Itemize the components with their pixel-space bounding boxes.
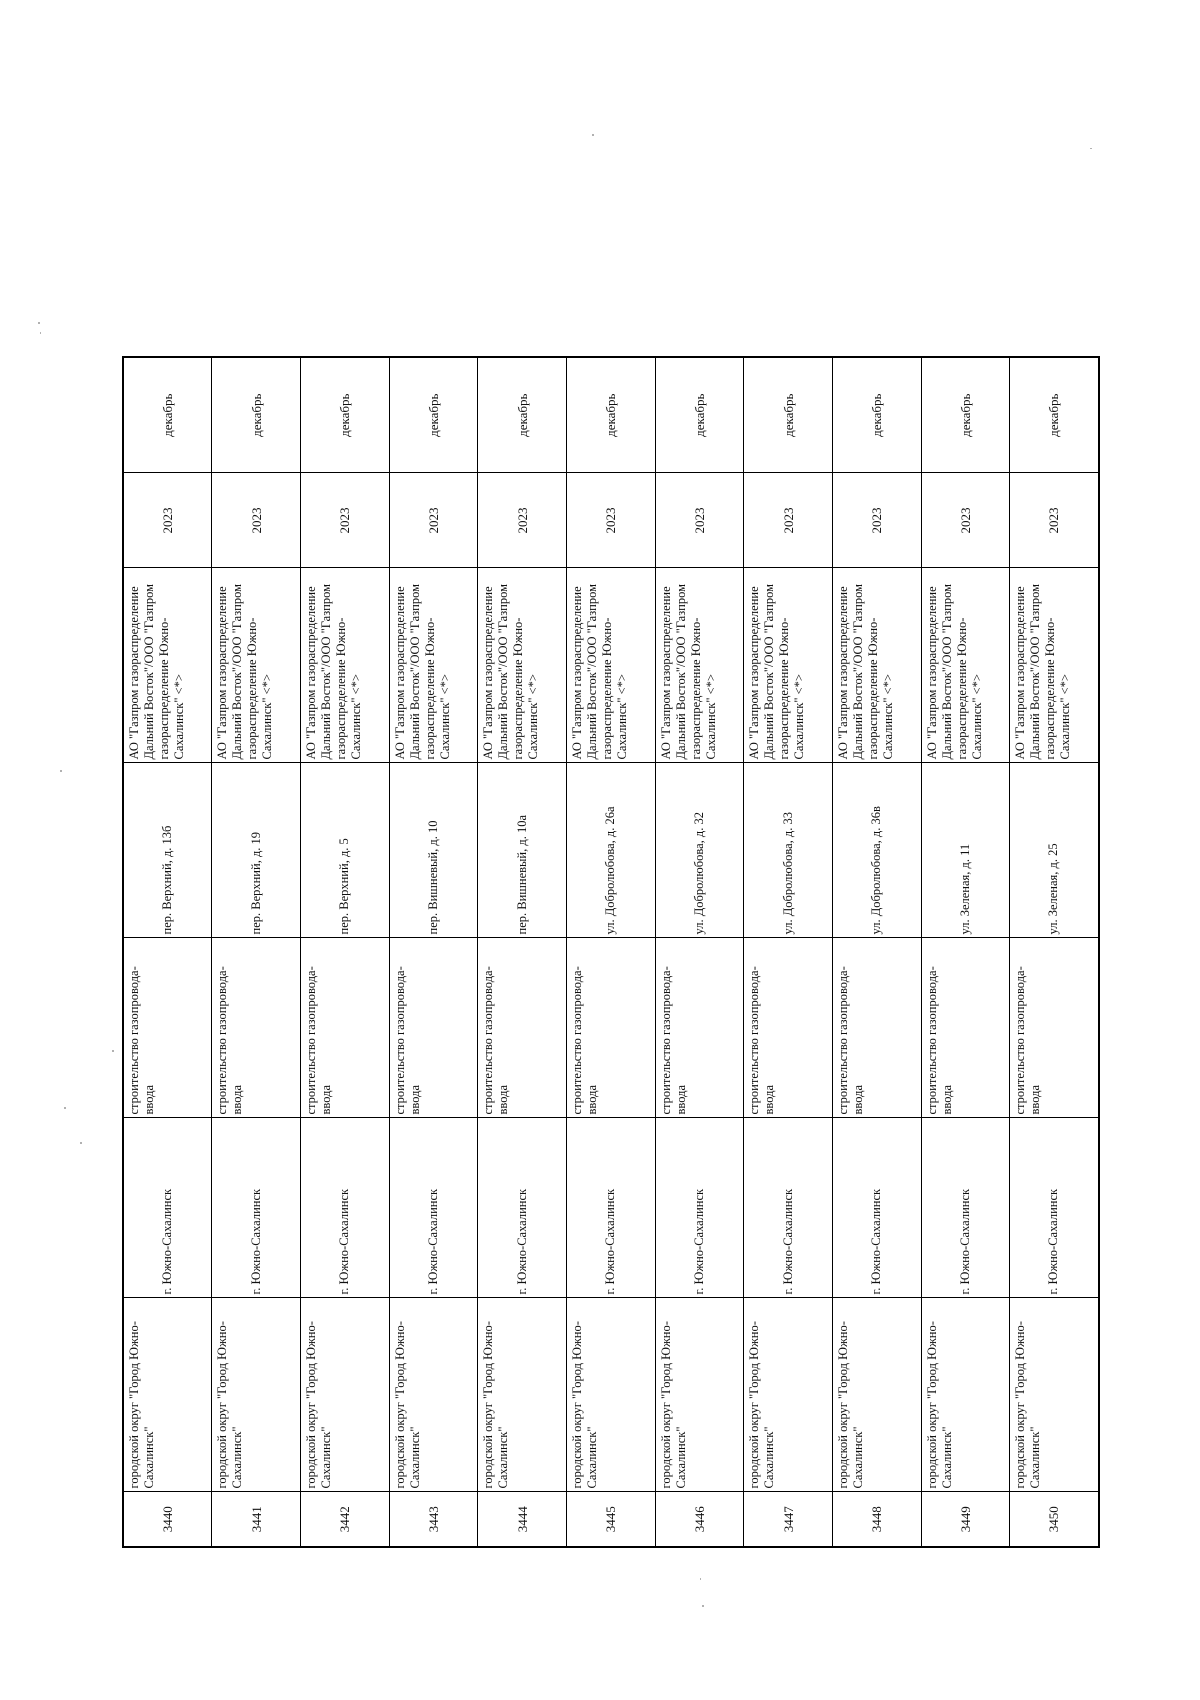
organization-cell: АО "Газпром газораспределение Дальний Восток"/ООО "Газпром газораспределение Южно-Сахалинск" <*> bbox=[478, 568, 567, 763]
city-cell: г. Южно-Сахалинск bbox=[655, 1118, 744, 1298]
table-row bbox=[744, 357, 833, 1547]
city-cell: г. Южно-Сахалинск bbox=[478, 1118, 567, 1298]
city-cell: г. Южно-Сахалинск bbox=[1010, 1118, 1099, 1298]
scan-speck bbox=[112, 1050, 114, 1052]
city-cell: г. Южно-Сахалинск bbox=[123, 1118, 212, 1298]
municipality-cell: городской округ "Город Южно-Сахалинск" bbox=[744, 1298, 833, 1492]
month-cell: декабрь bbox=[1010, 357, 1099, 473]
scan-speck bbox=[702, 1605, 704, 1607]
scan-speck bbox=[38, 322, 40, 324]
year-cell: 2023 bbox=[300, 473, 389, 568]
address-cell: ул. Добролюбова, д. 32 bbox=[655, 763, 744, 938]
scan-speck bbox=[80, 1142, 82, 1144]
work-type-cell: строительство газопровода-ввода bbox=[300, 938, 389, 1118]
row-number: 3441 bbox=[212, 1492, 301, 1547]
organization-cell: АО "Газпром газораспределение Дальний Восток"/ООО "Газпром газораспределение Южно-Сахалинск" <*> bbox=[123, 568, 212, 763]
address-cell: пер. Вишневый, д. 10а bbox=[478, 763, 567, 938]
month-cell: декабрь bbox=[478, 357, 567, 473]
address-cell: ул. Зеленая, д. 11 bbox=[921, 763, 1010, 938]
table-row bbox=[212, 357, 301, 1547]
month-cell: декабрь bbox=[123, 357, 212, 473]
table-row bbox=[123, 357, 212, 1547]
municipality-cell: городской округ "Город Южно-Сахалинск" bbox=[566, 1298, 655, 1492]
municipality-cell: городской округ "Город Южно-Сахалинск" bbox=[300, 1298, 389, 1492]
row-number: 3446 bbox=[655, 1492, 744, 1547]
month-cell: декабрь bbox=[744, 357, 833, 473]
organization-cell: АО "Газпром газораспределение Дальний Восток"/ООО "Газпром газораспределение Южно-Сахалинск" <*> bbox=[212, 568, 301, 763]
work-type-cell: строительство газопровода-ввода bbox=[566, 938, 655, 1118]
municipality-cell: городской округ "Город Южно-Сахалинск" bbox=[1010, 1298, 1099, 1492]
month-cell: декабрь bbox=[833, 357, 922, 473]
month-cell: декабрь bbox=[655, 357, 744, 473]
row-number: 3448 bbox=[833, 1492, 922, 1547]
gas-pipeline-table bbox=[122, 356, 1100, 1548]
year-cell: 2023 bbox=[566, 473, 655, 568]
year-cell: 2023 bbox=[655, 473, 744, 568]
municipality-cell: городской округ "Город Южно-Сахалинск" bbox=[123, 1298, 212, 1492]
year-cell: 2023 bbox=[478, 473, 567, 568]
city-cell: г. Южно-Сахалинск bbox=[566, 1118, 655, 1298]
scan-speck bbox=[1090, 148, 1092, 149]
address-cell: ул. Добролюбова, д. 36в bbox=[833, 763, 922, 938]
scan-speck bbox=[40, 332, 41, 334]
month-cell: декабрь bbox=[300, 357, 389, 473]
table-row bbox=[300, 357, 389, 1547]
year-cell: 2023 bbox=[1010, 473, 1099, 568]
organization-cell: АО "Газпром газораспределение Дальний Восток"/ООО "Газпром газораспределение Южно-Сахалинск" <*> bbox=[566, 568, 655, 763]
work-type-cell: строительство газопровода-ввода bbox=[744, 938, 833, 1118]
address-cell: пер. Верхний, д. 19 bbox=[212, 763, 301, 938]
city-cell: г. Южно-Сахалинск bbox=[212, 1118, 301, 1298]
rotated-table-wrapper bbox=[122, 358, 1098, 1548]
scan-speck bbox=[64, 1107, 66, 1109]
table-body bbox=[123, 357, 1099, 1547]
row-number: 3445 bbox=[566, 1492, 655, 1547]
municipality-cell: городской округ "Город Южно-Сахалинск" bbox=[212, 1298, 301, 1492]
work-type-cell: строительство газопровода-ввода bbox=[1010, 938, 1099, 1118]
city-cell: г. Южно-Сахалинск bbox=[744, 1118, 833, 1298]
municipality-cell: городской округ "Город Южно-Сахалинск" bbox=[833, 1298, 922, 1492]
table-row bbox=[655, 357, 744, 1547]
address-cell: пер. Верхний, д. 5 bbox=[300, 763, 389, 938]
month-cell: декабрь bbox=[921, 357, 1010, 473]
scan-speck bbox=[700, 1578, 701, 1580]
city-cell: г. Южно-Сахалинск bbox=[921, 1118, 1010, 1298]
row-number: 3443 bbox=[389, 1492, 478, 1547]
municipality-cell: городской округ "Город Южно-Сахалинск" bbox=[921, 1298, 1010, 1492]
organization-cell: АО "Газпром газораспределение Дальний Восток"/ООО "Газпром газораспределение Южно-Сахалинск" <*> bbox=[300, 568, 389, 763]
row-number: 3440 bbox=[123, 1492, 212, 1547]
city-cell: г. Южно-Сахалинск bbox=[389, 1118, 478, 1298]
row-number: 3449 bbox=[921, 1492, 1010, 1547]
address-cell: ул. Добролюбова, д. 26а bbox=[566, 763, 655, 938]
address-cell: пер. Вишневый, д. 10 bbox=[389, 763, 478, 938]
year-cell: 2023 bbox=[833, 473, 922, 568]
year-cell: 2023 bbox=[123, 473, 212, 568]
row-number: 3450 bbox=[1010, 1492, 1099, 1547]
work-type-cell: строительство газопровода-ввода bbox=[389, 938, 478, 1118]
row-number: 3444 bbox=[478, 1492, 567, 1547]
scan-speck bbox=[60, 770, 62, 772]
table-row bbox=[921, 357, 1010, 1547]
work-type-cell: строительство газопровода-ввода bbox=[921, 938, 1010, 1118]
table-row bbox=[833, 357, 922, 1547]
month-cell: декабрь bbox=[566, 357, 655, 473]
municipality-cell: городской округ "Город Южно-Сахалинск" bbox=[655, 1298, 744, 1492]
work-type-cell: строительство газопровода-ввода bbox=[478, 938, 567, 1118]
work-type-cell: строительство газопровода-ввода bbox=[655, 938, 744, 1118]
year-cell: 2023 bbox=[389, 473, 478, 568]
table-row bbox=[389, 357, 478, 1547]
table-row bbox=[566, 357, 655, 1547]
organization-cell: АО "Газпром газораспределение Дальний Восток"/ООО "Газпром газораспределение Южно-Сахалинск" <*> bbox=[389, 568, 478, 763]
organization-cell: АО "Газпром газораспределение Дальний Восток"/ООО "Газпром газораспределение Южно-Сахалинск" <*> bbox=[655, 568, 744, 763]
municipality-cell: городской округ "Город Южно-Сахалинск" bbox=[389, 1298, 478, 1492]
work-type-cell: строительство газопровода-ввода bbox=[123, 938, 212, 1118]
year-cell: 2023 bbox=[212, 473, 301, 568]
organization-cell: АО "Газпром газораспределение Дальний Восток"/ООО "Газпром газораспределение Южно-Сахалинск" <*> bbox=[1010, 568, 1099, 763]
organization-cell: АО "Газпром газораспределение Дальний Восток"/ООО "Газпром газораспределение Южно-Сахалинск" <*> bbox=[744, 568, 833, 763]
organization-cell: АО "Газпром газораспределение Дальний Восток"/ООО "Газпром газораспределение Южно-Сахалинск" <*> bbox=[921, 568, 1010, 763]
work-type-cell: строительство газопровода-ввода bbox=[833, 938, 922, 1118]
year-cell: 2023 bbox=[921, 473, 1010, 568]
month-cell: декабрь bbox=[212, 357, 301, 473]
year-cell: 2023 bbox=[744, 473, 833, 568]
city-cell: г. Южно-Сахалинск bbox=[833, 1118, 922, 1298]
address-cell: ул. Добролюбова, д. 33 bbox=[744, 763, 833, 938]
organization-cell: АО "Газпром газораспределение Дальний Восток"/ООО "Газпром газораспределение Южно-Сахалинск" <*> bbox=[833, 568, 922, 763]
row-number: 3442 bbox=[300, 1492, 389, 1547]
address-cell: ул. Зеленая, д. 25 bbox=[1010, 763, 1099, 938]
city-cell: г. Южно-Сахалинск bbox=[300, 1118, 389, 1298]
work-type-cell: строительство газопровода-ввода bbox=[212, 938, 301, 1118]
row-number: 3447 bbox=[744, 1492, 833, 1547]
municipality-cell: городской округ "Город Южно-Сахалинск" bbox=[478, 1298, 567, 1492]
month-cell: декабрь bbox=[389, 357, 478, 473]
address-cell: пер. Верхний, д. 13б bbox=[123, 763, 212, 938]
table-row bbox=[1010, 357, 1099, 1547]
scan-speck bbox=[592, 134, 594, 136]
table-row bbox=[478, 357, 567, 1547]
